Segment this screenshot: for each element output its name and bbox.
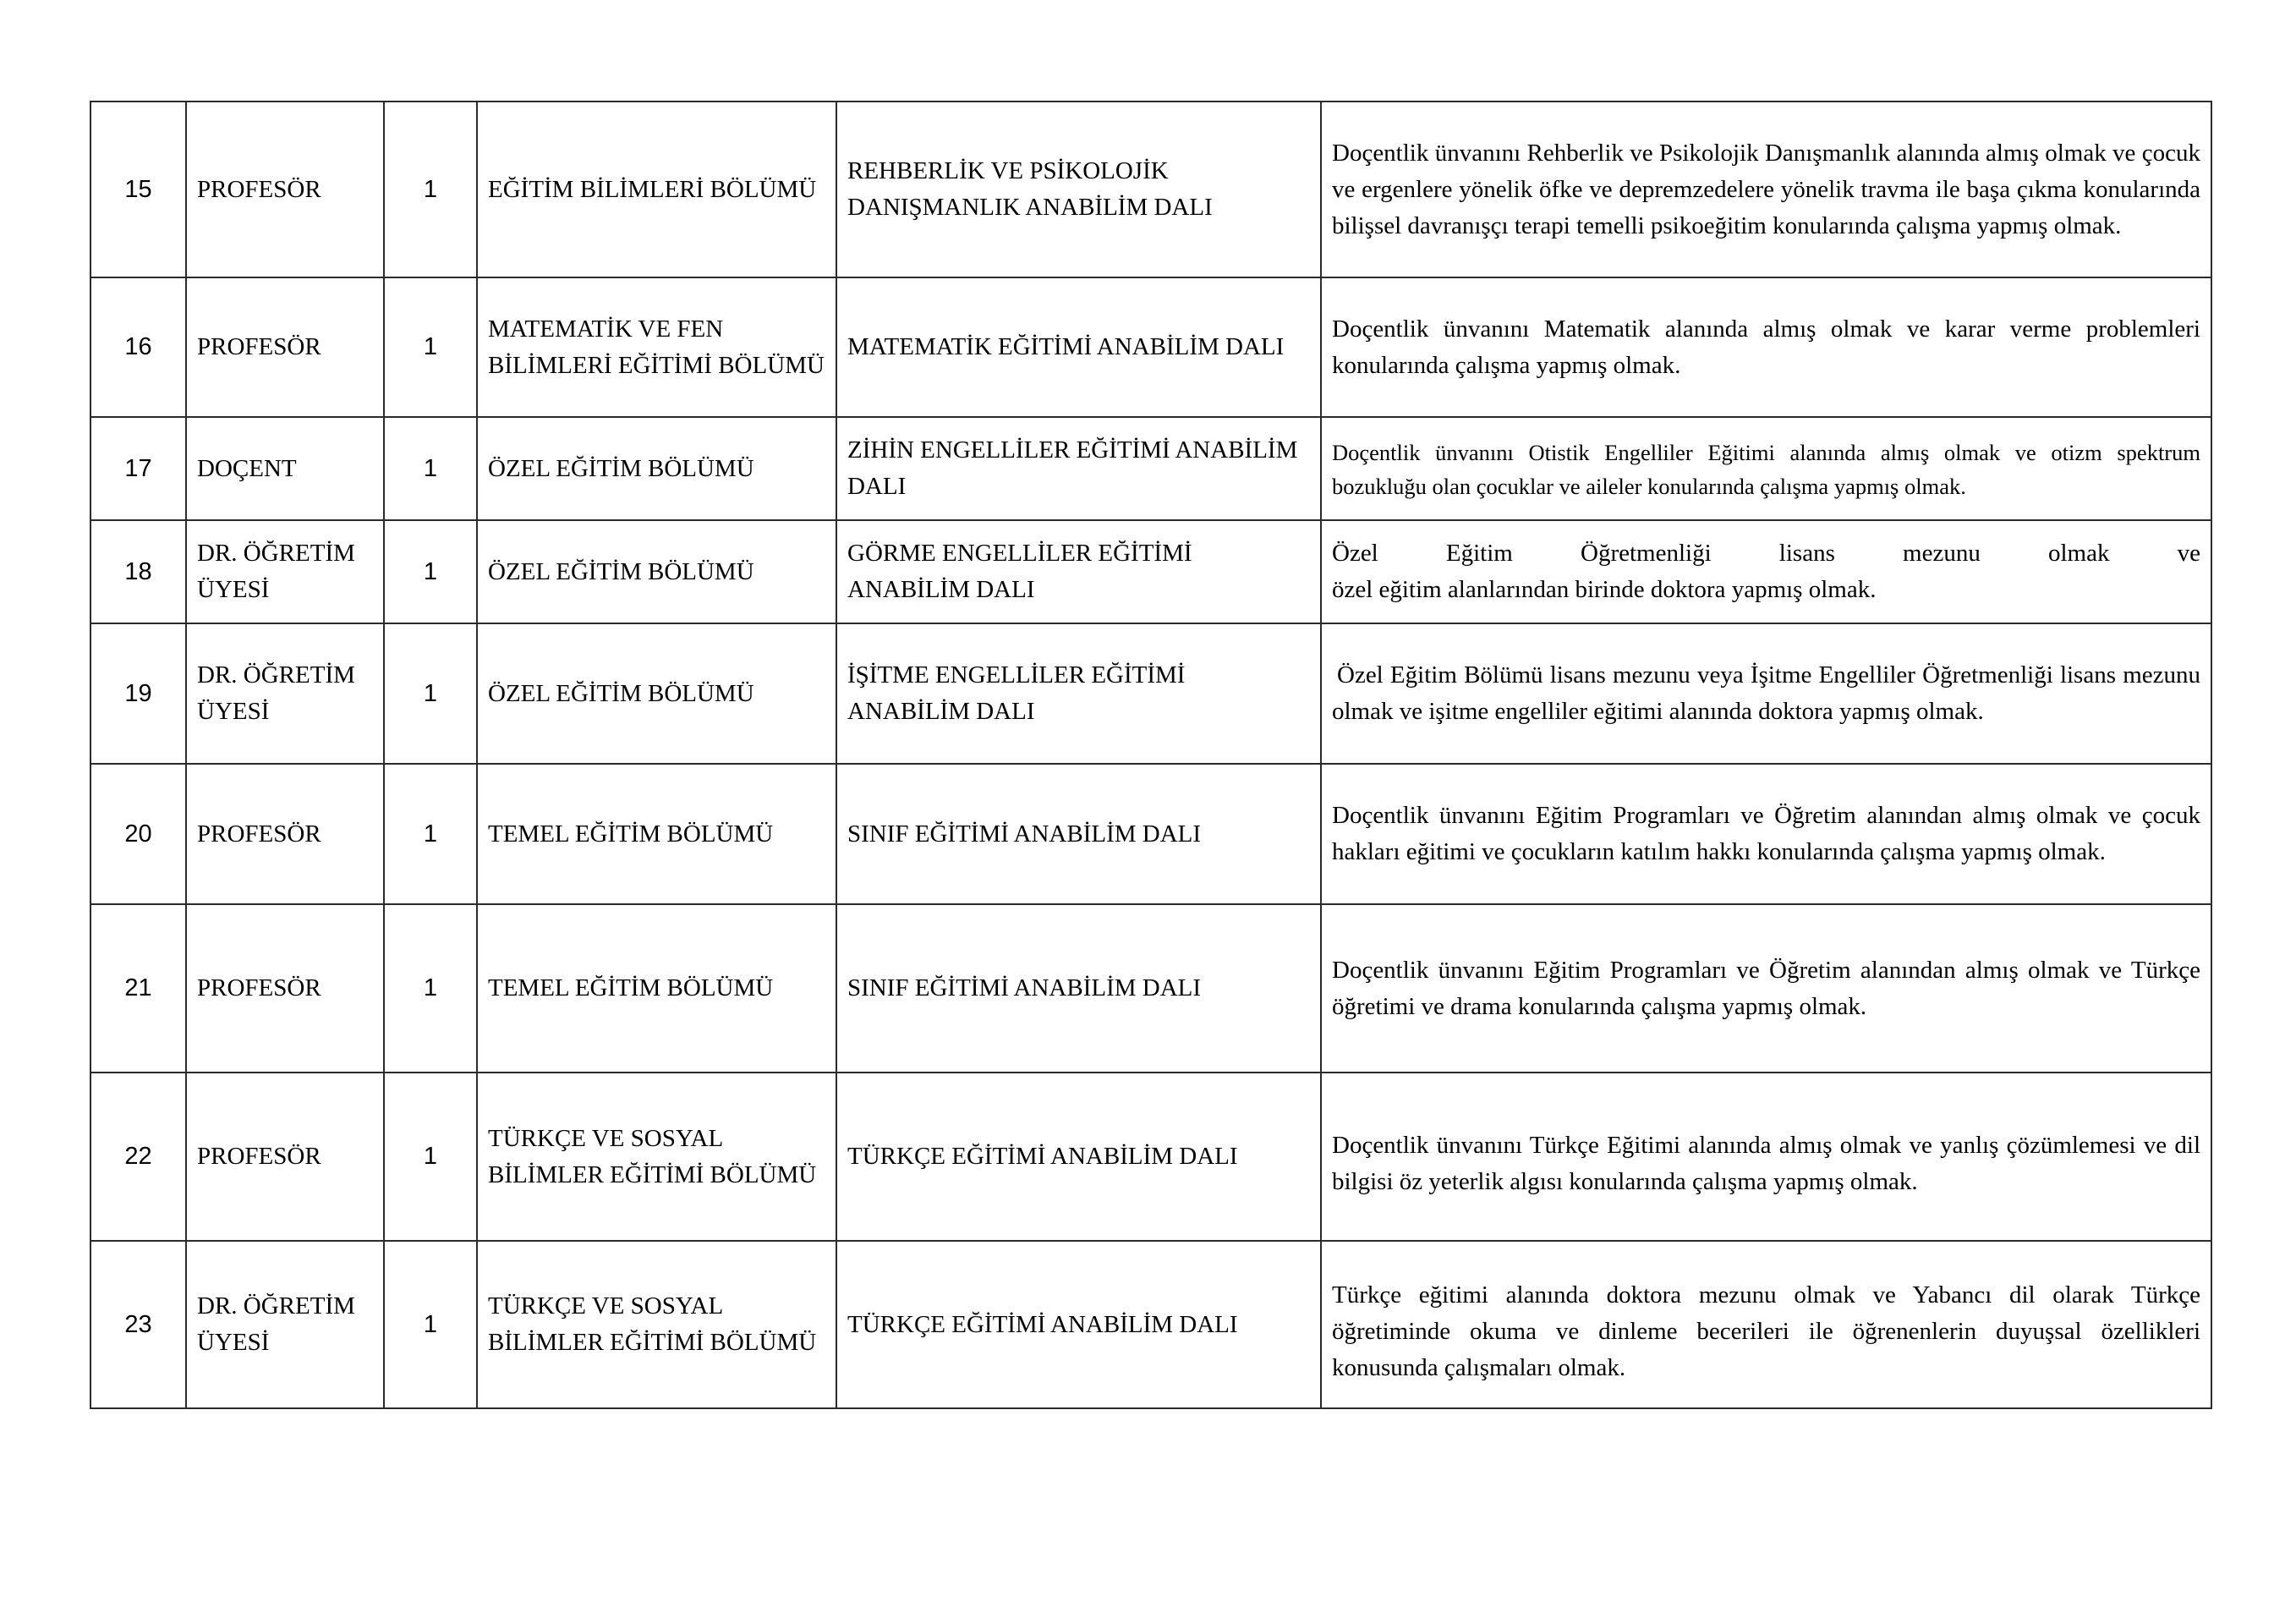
- division: MATEMATİK EĞİTİMİ ANABİLİM DALI: [836, 277, 1321, 417]
- table-row: [90, 904, 2211, 1073]
- position-count: 1: [384, 623, 477, 764]
- requirement: Türkçe eğitimi alanında doktora mezunu olmak ve Yabancı dil olarak Türkçe öğretiminde okuma ve dinleme becerileri ile öğrenenlerin duyuşsal özellikleri konusunda çalışmaları olmak.: [1321, 1241, 2211, 1408]
- table-row: [90, 520, 2211, 623]
- academic-title: DR. ÖĞRETİM ÜYESİ: [186, 520, 384, 623]
- division: SINIF EĞİTİMİ ANABİLİM DALI: [836, 904, 1321, 1073]
- requirement: Doçentlik ünvanını Eğitim Programları ve Öğretim alanından almış olmak ve Türkçe öğretimi ve drama konularında çalışma yapmış olmak.: [1321, 904, 2211, 1073]
- department: TÜRKÇE VE SOSYAL BİLİMLER EĞİTİMİ BÖLÜMÜ: [477, 1073, 836, 1241]
- table-row: [90, 102, 2211, 277]
- requirement: [1321, 520, 2211, 623]
- academic-title: DR. ÖĞRETİM ÜYESİ: [186, 623, 384, 764]
- row-number: 16: [90, 277, 186, 417]
- row-number: 21: [90, 904, 186, 1073]
- row-number: 22: [90, 1073, 186, 1241]
- requirement: Doçentlik ünvanını Rehberlik ve Psikolojik Danışmanlık alanında almış olmak ve çocuk ve ergenlere yönelik öfke ve depremzedelere yönelik travma ile başa çıkma konularında bilişsel davranışçı terapi temelli psikoeğitim konularında çalışma yapmış olmak.: [1321, 102, 2211, 277]
- academic-title: PROFESÖR: [186, 102, 384, 277]
- department: TEMEL EĞİTİM BÖLÜMÜ: [477, 764, 836, 904]
- division: SINIF EĞİTİMİ ANABİLİM DALI: [836, 764, 1321, 904]
- department: TÜRKÇE VE SOSYAL BİLİMLER EĞİTİMİ BÖLÜMÜ: [477, 1241, 836, 1408]
- table-row: [90, 1241, 2211, 1408]
- department: ÖZEL EĞİTİM BÖLÜMÜ: [477, 623, 836, 764]
- position-count: 1: [384, 1241, 477, 1408]
- position-count: 1: [384, 764, 477, 904]
- position-count: 1: [384, 520, 477, 623]
- row-number: 18: [90, 520, 186, 623]
- requirement: Doçentlik ünvanını Türkçe Eğitimi alanında almış olmak ve yanlış çözümlemesi ve dil bilgisi öz yeterlik algısı konularında çalışma yapmış olmak.: [1321, 1073, 2211, 1241]
- division: ZİHİN ENGELLİLER EĞİTİMİ ANABİLİM DALI: [836, 417, 1321, 520]
- table-row: [90, 277, 2211, 417]
- requirement-line: Özel Eğitim Öğretmenliği lisans mezunu olmak ve: [1332, 540, 2200, 567]
- position-count: 1: [384, 102, 477, 277]
- row-number: 20: [90, 764, 186, 904]
- academic-title: PROFESÖR: [186, 1073, 384, 1241]
- division: TÜRKÇE EĞİTİMİ ANABİLİM DALI: [836, 1073, 1321, 1241]
- academic-title: PROFESÖR: [186, 904, 384, 1073]
- academic-title: DOÇENT: [186, 417, 384, 520]
- table-row: [90, 623, 2211, 764]
- requirement: Özel Eğitim Bölümü lisans mezunu veya İşitme Engelliler Öğretmenliği lisans mezunu olmak ve işitme engelliler eğitimi alanında doktora yapmış olmak.: [1321, 623, 2211, 764]
- row-number: 23: [90, 1241, 186, 1408]
- division: TÜRKÇE EĞİTİMİ ANABİLİM DALI: [836, 1241, 1321, 1408]
- position-count: 1: [384, 417, 477, 520]
- division: İŞİTME ENGELLİLER EĞİTİMİ ANABİLİM DALI: [836, 623, 1321, 764]
- table-row: [90, 417, 2211, 520]
- requirement: Doçentlik ünvanını Matematik alanında almış olmak ve karar verme problemleri konularında çalışma yapmış olmak.: [1321, 277, 2211, 417]
- academic-title: PROFESÖR: [186, 277, 384, 417]
- row-number: 15: [90, 102, 186, 277]
- position-count: 1: [384, 277, 477, 417]
- table-row: [90, 764, 2211, 904]
- academic-title: DR. ÖĞRETİM ÜYESİ: [186, 1241, 384, 1408]
- department: TEMEL EĞİTİM BÖLÜMÜ: [477, 904, 836, 1073]
- division: REHBERLİK VE PSİKOLOJİK DANIŞMANLIK ANABİLİM DALI: [836, 102, 1321, 277]
- table-row: [90, 1073, 2211, 1241]
- requirement: Doçentlik ünvanını Otistik Engelliler Eğitimi alanında almış olmak ve otizm spektrum bozukluğu olan çocuklar ve aileler konularında çalışma yapmış olmak.: [1321, 417, 2211, 520]
- department: EĞİTİM BİLİMLERİ BÖLÜMÜ: [477, 102, 836, 277]
- row-number: 19: [90, 623, 186, 764]
- department: ÖZEL EĞİTİM BÖLÜMÜ: [477, 417, 836, 520]
- requirement: Doçentlik ünvanını Eğitim Programları ve Öğretim alanından almış olmak ve çocuk hakları eğitimi ve çocukların katılım hakkı konularında çalışma yapmış olmak.: [1321, 764, 2211, 904]
- academic-title: PROFESÖR: [186, 764, 384, 904]
- position-table: [90, 101, 2212, 1409]
- division: GÖRME ENGELLİLER EĞİTİMİ ANABİLİM DALI: [836, 520, 1321, 623]
- requirement-line: özel eğitim alanlarından birinde doktora yapmış olmak.: [1332, 576, 1877, 603]
- department: ÖZEL EĞİTİM BÖLÜMÜ: [477, 520, 836, 623]
- department: MATEMATİK VE FEN BİLİMLERİ EĞİTİMİ BÖLÜMÜ: [477, 277, 836, 417]
- position-count: 1: [384, 1073, 477, 1241]
- row-number: 17: [90, 417, 186, 520]
- position-count: 1: [384, 904, 477, 1073]
